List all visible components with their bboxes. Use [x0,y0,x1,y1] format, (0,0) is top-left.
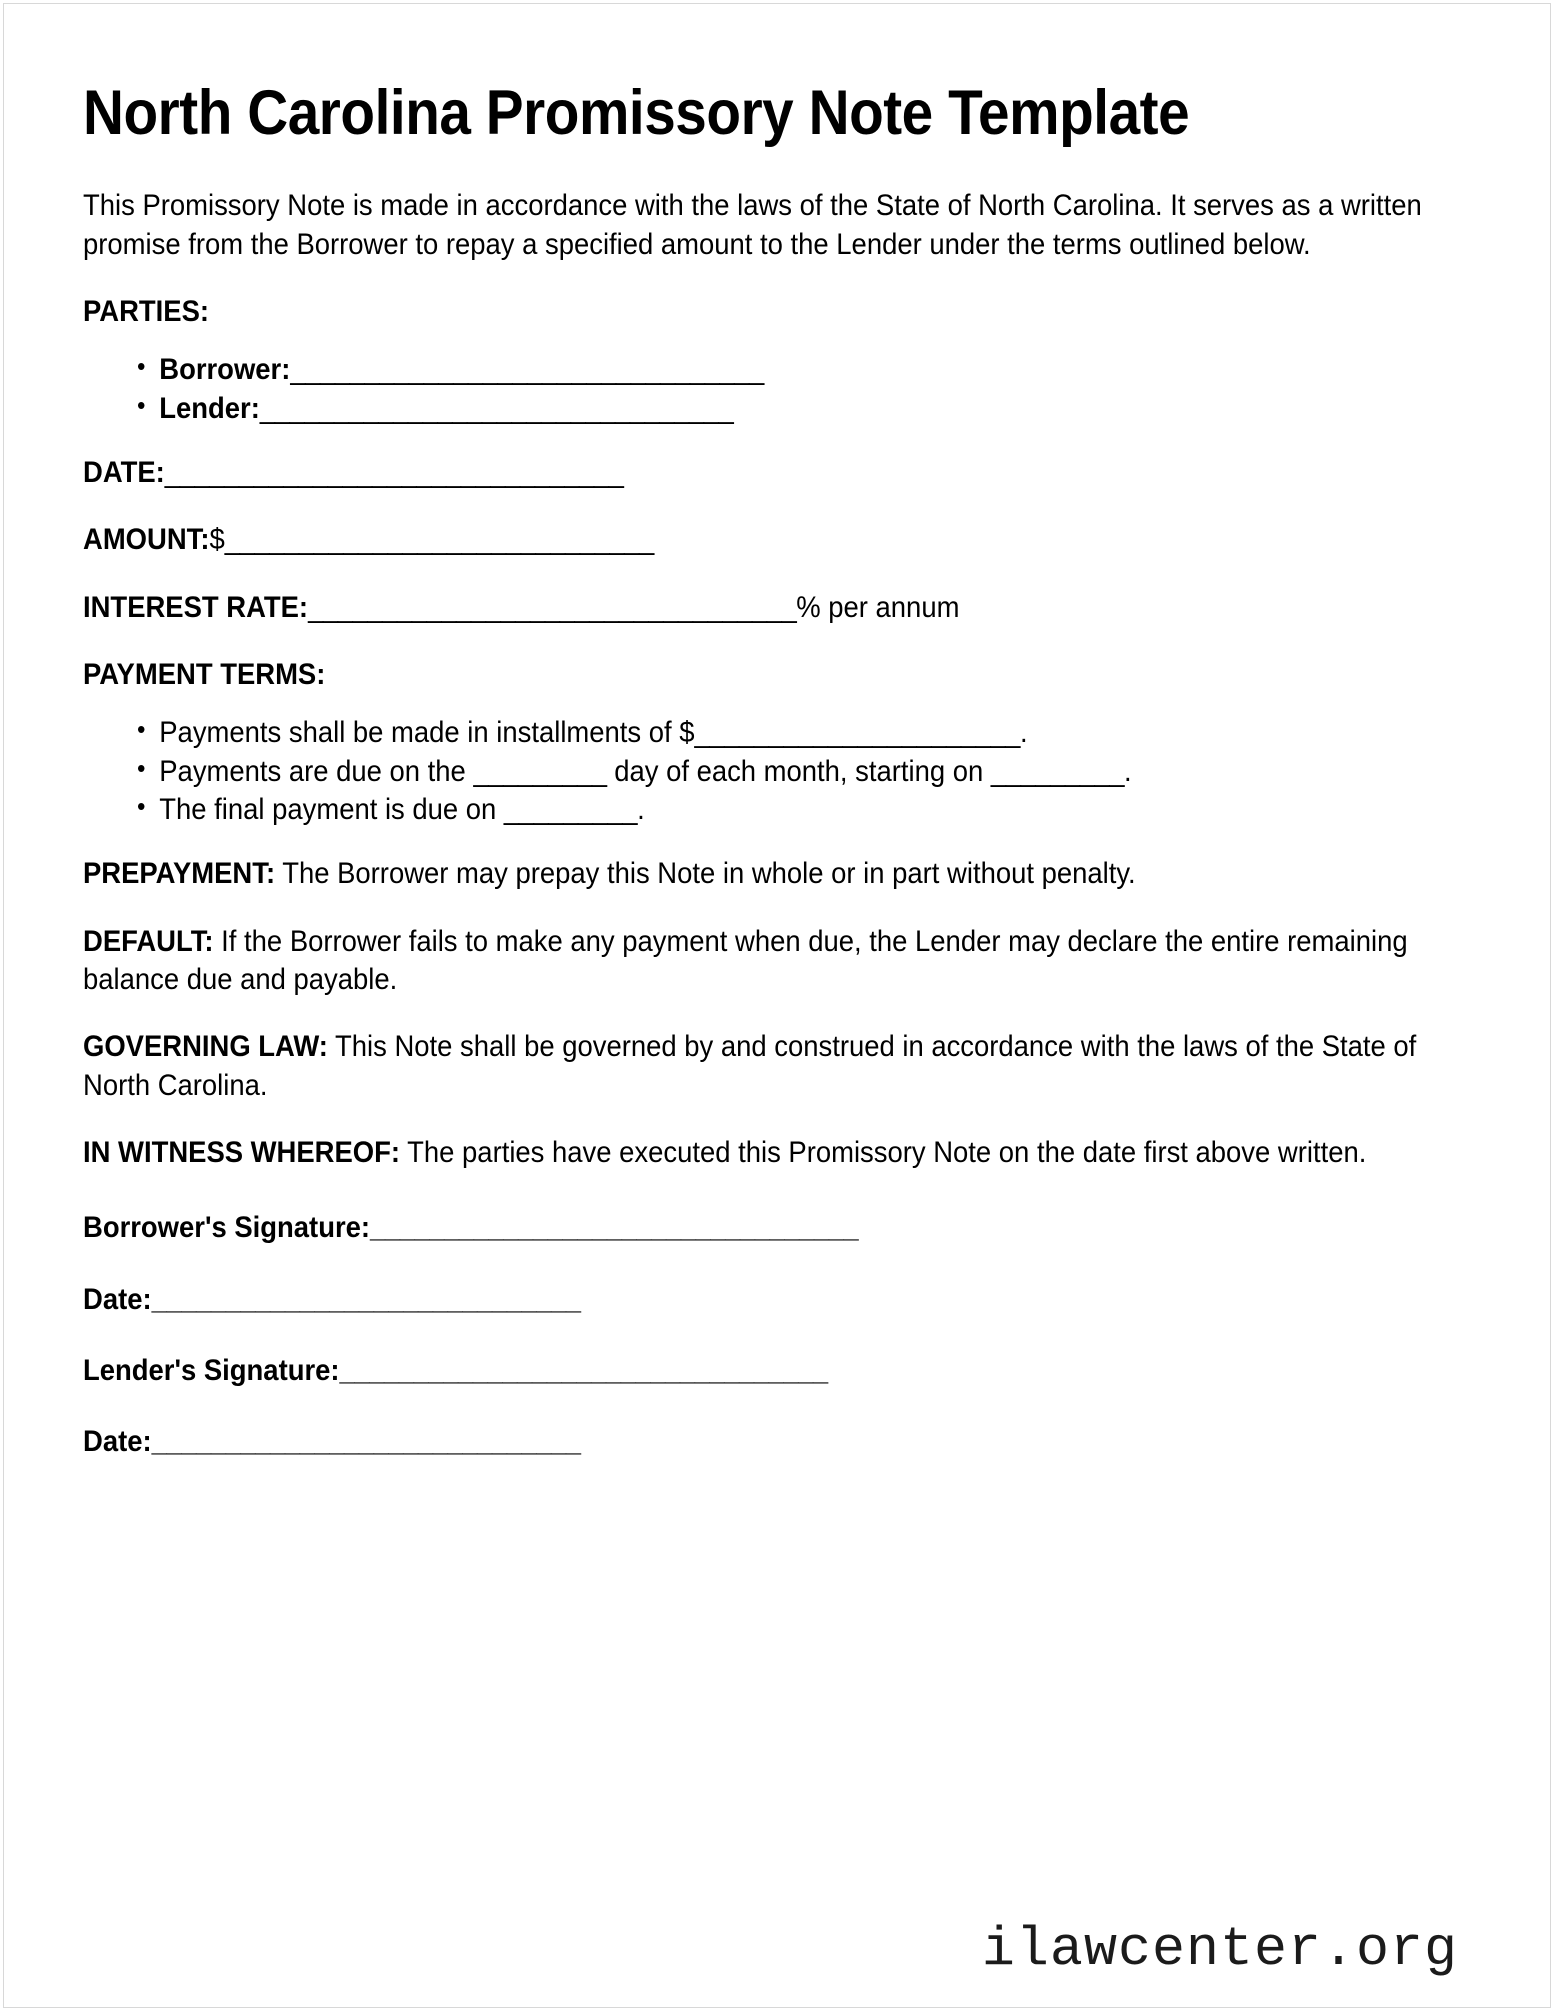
intro-paragraph: This Promissory Note is made in accordance with the laws of the State of North Carolina. It serves as a written promise from the Borrower to repay a specified amount to the Lender under the terms outlined below. [83,189,1422,261]
prepayment-label: PREPAYMENT: [83,857,276,891]
due-day-text-after: . [1124,754,1132,788]
list-item-lender [137,390,1508,428]
borrower-date-row [83,1281,1454,1319]
list-item-final-payment [137,791,1508,829]
date-label: DATE: [83,455,165,489]
lender-signature-fill-line[interactable]: _________________________________ [339,1354,828,1388]
lender-date-label: Date: [83,1425,152,1459]
installments-text-before: Payments shall be made in installments of $ [159,716,695,750]
governing-law-text: This Note shall be governed by and construed in accordance with the laws of the State of North Carolina. [83,1030,1417,1102]
interest-rate-fill-line[interactable]: _________________________________ [308,590,797,624]
lender-date-row [83,1423,1454,1461]
borrower-date-fill-line[interactable]: _____________________________ [151,1282,581,1316]
list-item-borrower [137,351,1508,389]
final-payment-fill-line[interactable]: _________ [503,792,638,826]
in-witness-label: IN WITNESS WHEREOF: [83,1136,401,1170]
amount-label: AMOUNT: [83,523,210,557]
interest-rate-suffix: % per annum [796,590,960,624]
due-day-text-mid: day of each month, starting on [606,754,991,788]
lender-signature-row [83,1352,1454,1390]
governing-law-label: GOVERNING LAW: [83,1030,328,1064]
borrower-date-label: Date: [83,1282,152,1316]
in-witness-paragraph [83,1134,1454,1172]
lender-date-fill-line[interactable]: _____________________________ [151,1425,581,1459]
default-paragraph [83,923,1454,1000]
signature-block-spacer [83,1201,1454,1209]
lender-fill-line[interactable]: ________________________________ [259,391,734,425]
borrower-signature-label: Borrower's Signature: [83,1211,371,1245]
due-day-fill-line[interactable]: _________ [473,754,607,788]
amount-field-row [83,521,1454,559]
lender-label: Lender: [159,391,260,425]
governing-law-paragraph [83,1028,1454,1105]
borrower-fill-line[interactable]: ________________________________ [290,353,764,387]
interest-rate-field-row [83,589,1454,627]
borrower-signature-row [83,1209,1454,1247]
payment-terms-heading: PAYMENT TERMS: [83,657,326,691]
amount-currency-symbol: $ [209,523,225,557]
installments-fill-line[interactable]: ______________________ [694,716,1020,750]
installments-text-after: . [1019,716,1028,750]
parties-heading: PARTIES: [83,294,210,328]
final-payment-text-after: . [637,792,645,826]
lender-signature-label: Lender's Signature: [83,1354,340,1388]
page-title: North Carolina Promissory Note Template [83,78,1190,148]
parties-list [83,351,1508,428]
list-item-due-day [137,753,1508,791]
due-day-text-before: Payments are due on the [159,754,474,788]
amount-fill-line[interactable]: _____________________________ [224,523,654,557]
date-fill-line[interactable]: _______________________________ [164,455,624,489]
date-field-row [83,454,1454,492]
default-label: DEFAULT: [83,924,214,958]
default-text: If the Borrower fails to make any payment when due, the Lender may declare the entire remaining balance due and payable. [83,924,1408,996]
payment-terms-list [83,714,1508,829]
prepayment-paragraph [83,855,1454,893]
borrower-label: Borrower: [159,353,291,387]
in-witness-text: The parties have executed this Promissory Note on the date first above written. [400,1136,1367,1170]
final-payment-text-before: The final payment is due on [159,792,504,826]
list-item-installments [137,714,1508,752]
starting-on-fill-line[interactable]: _________ [990,754,1125,788]
footer-watermark: ilawcenter.org [981,1918,1458,1981]
borrower-signature-fill-line[interactable]: _________________________________ [370,1211,859,1245]
interest-rate-label: INTEREST RATE: [83,590,309,624]
prepayment-text: The Borrower may prepay this Note in whole or in part without penalty. [275,857,1136,891]
